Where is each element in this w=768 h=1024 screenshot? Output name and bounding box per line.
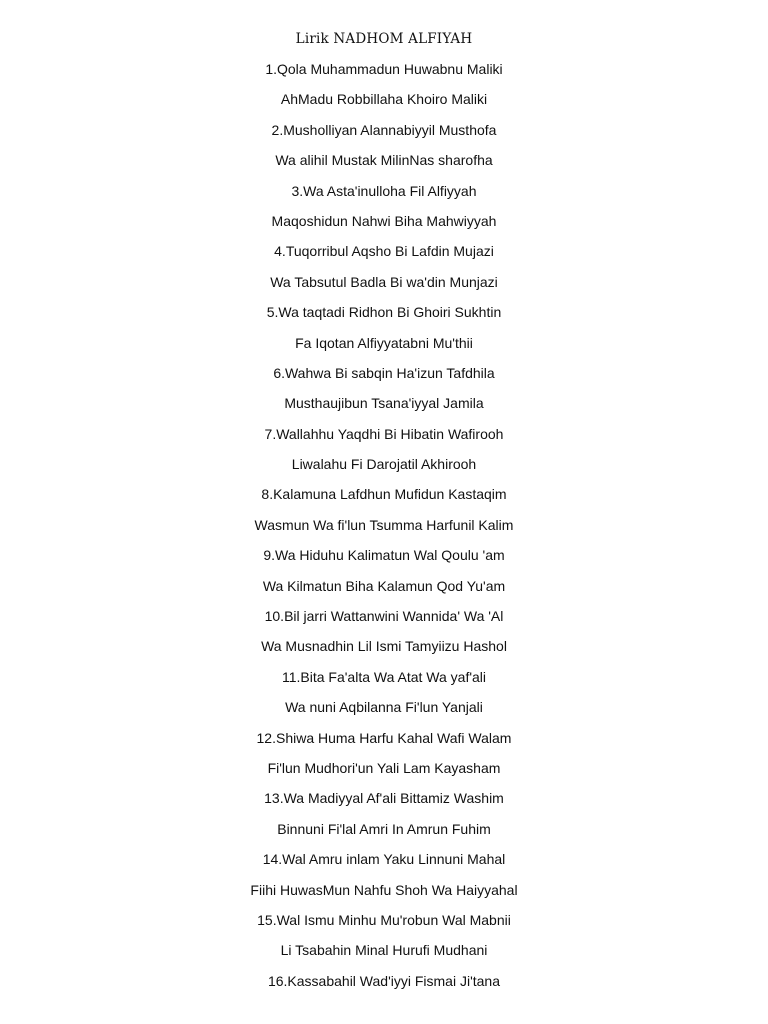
verse-line: 9.Wa Hiduhu Kalimatun Wal Qoulu 'am	[263, 547, 505, 564]
verse-line: Liwalahu Fi Darojatil Akhirooh	[291, 456, 477, 473]
verse-line: 13.Wa Madiyyal Af'ali Bittamiz Washim	[264, 790, 504, 807]
verse-line: Wa Kilmatun Biha Kalamun Qod Yu'am	[262, 577, 506, 594]
verse-line: 15.Wal Ismu Minhu Mu'robun Wal Mabnii	[257, 911, 511, 928]
verse-line: 4.Tuqorribul Aqsho Bi Lafdin Mujazi	[274, 243, 494, 260]
verse-line: 5.Wa taqtadi Ridhon Bi Ghoiri Sukhtin	[266, 304, 502, 321]
verse-line: 16.Kassabahil Wad'iyyi Fismai Ji'tana	[267, 972, 501, 989]
verse-line: Binnuni Fi'lal Amri In Amrun Fuhim	[277, 820, 491, 837]
verse-line: 1.Qola Muhammadun Huwabnu Maliki	[265, 61, 503, 77]
verse-list	[0, 59, 768, 1001]
verse-line: Wa Tabsutul Badla Bi wa'din Munjazi	[270, 273, 498, 290]
verse-line: Fiihi HuwasMun Nahfu Shoh Wa Haiyyahal	[250, 881, 518, 898]
verse-line: 12.Shiwa Huma Harfu Kahal Wafi Walam	[256, 729, 512, 746]
verse-line: Li Tsabahin Minal Hurufi Mudhani	[280, 942, 488, 959]
verse-line: Wa nuni Aqbilanna Fi'lun Yanjali	[285, 699, 483, 716]
verse-line: 11.Bita Fa'alta Wa Atat Wa yaf'ali	[281, 668, 487, 685]
verse-line: 2.Musholliyan Alannabiyyil Musthofa	[271, 121, 497, 138]
verse-line: 6.Wahwa Bi sabqin Ha'izun Tafdhila	[273, 364, 495, 381]
verse-line: Wa Musnadhin Lil Ismi Tamyiizu Hashol	[261, 638, 507, 655]
verse-line: 10.Bil jarri Wattanwini Wannida' Wa 'Al	[264, 608, 504, 625]
verse-line: Musthaujibun Tsana'iyyal Jamila	[284, 395, 484, 412]
verse-line: Wa alihil Mustak MilinNas sharofha	[275, 152, 493, 169]
document-title: Lirik NADHOM ALFIYAH	[295, 31, 473, 47]
verse-line: Wasmun Wa fi'lun Tsumma Harfunil Kalim	[254, 516, 514, 533]
verse-line: 3.Wa Asta'inulloha Fil Alfiyyah	[291, 182, 477, 199]
verse-line: 14.Wal Amru inlam Yaku Linnuni Mahal	[262, 851, 506, 868]
verse-line: AhMadu Robbillaha Khoiro Maliki	[280, 91, 488, 108]
verse-line: Maqoshidun Nahwi Biha Mahwiyyah	[271, 212, 497, 229]
verse-line: Fi'lun Mudhori'un Yali Lam Kayasham	[267, 759, 501, 776]
verse-line: 8.Kalamuna Lafdhun Mufidun Kastaqim	[261, 486, 507, 503]
verse-line: Fa Iqotan Alfiyyatabni Mu'thii	[295, 334, 473, 351]
verse-line: 7.Wallahhu Yaqdhi Bi Hibatin Wafirooh	[264, 425, 504, 442]
